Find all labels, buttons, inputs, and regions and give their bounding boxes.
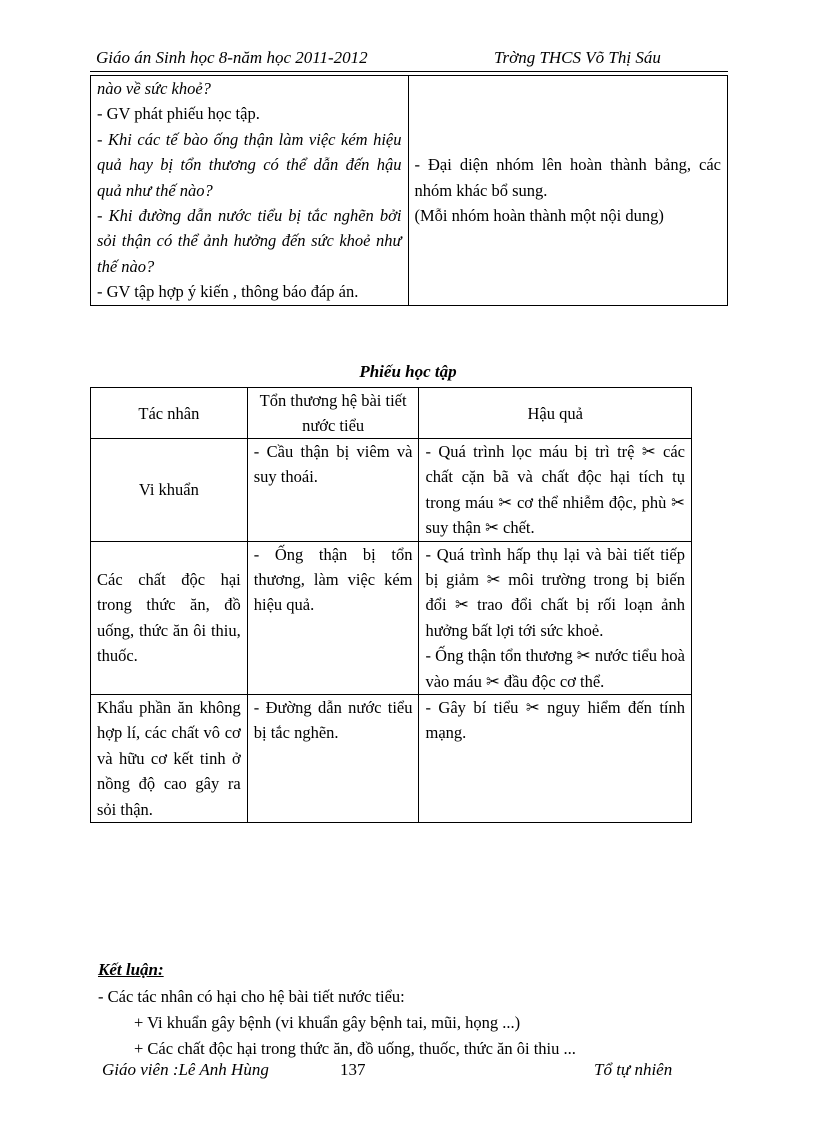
damage-cell: - Đường dẫn nước tiểu bị tắc nghẽn. bbox=[247, 695, 419, 823]
header-consequence: Hậu quả bbox=[419, 388, 692, 439]
consequence-line: - Gây bí tiểu ✂ nguy hiểm đến tính mạng. bbox=[425, 698, 685, 743]
agent-cell: Khẩu phần ăn không hợp lí, các chất vô cơ và hữu cơ kết tinh ở nồng độ cao gây ra sỏi thận. bbox=[91, 695, 248, 823]
worksheet-title: Phiếu học tập bbox=[359, 362, 457, 381]
header-divider bbox=[90, 71, 728, 72]
instruction-line: - GV phát phiếu học tập. bbox=[97, 104, 260, 124]
question-line: - Khi đường dẫn nước tiểu bị tắc nghẽn bởi sỏi thận có thể ảnh hưởng đến sức khoẻ như thế nào? bbox=[97, 206, 402, 276]
damage-cell: - Cầu thận bị viêm và suy thoái. bbox=[247, 439, 419, 542]
worksheet-table bbox=[90, 387, 692, 823]
conclusion-line: + Vi khuẩn gây bệnh (vi khuẩn gây bệnh tai, mũi, họng ...) bbox=[134, 1013, 521, 1032]
conclusion-line: + Các chất độc hại trong thức ăn, đồ uống, thuốc, thức ăn ôi thiu ... bbox=[134, 1039, 576, 1058]
instruction-line: - GV tập hợp ý kiến , thông báo đáp án. bbox=[97, 282, 359, 302]
consequence-cell bbox=[419, 695, 692, 823]
table-row bbox=[91, 541, 692, 694]
agent-cell: Các chất độc hại trong thức ăn, đồ uống, thức ăn ôi thiu, thuốc. bbox=[91, 541, 248, 694]
table-row bbox=[91, 695, 692, 823]
student-line: - Đại diện nhóm lên hoàn thành bảng, các nhóm khác bổ sung. bbox=[414, 155, 721, 200]
table-row bbox=[91, 76, 728, 306]
footer-teacher: Giáo viên :Lê Anh Hùng bbox=[102, 1060, 269, 1079]
header-agent: Tác nhân bbox=[91, 388, 248, 439]
consequence-cell bbox=[419, 439, 692, 542]
table-header-row bbox=[91, 388, 692, 439]
question-line: - Khi các tế bào ống thận làm việc kém hiệu quả hay bị tổn thương có thể dẫn đến hậu quả như thế nào? bbox=[97, 129, 402, 200]
consequence-line: - Ống thận tổn thương ✂ nước tiểu hoà vào máu ✂ đầu độc cơ thể. bbox=[425, 646, 685, 691]
header-right: Trờng THCS Võ Thị Sáu bbox=[494, 48, 661, 67]
table-row bbox=[91, 439, 692, 542]
student-line: (Mỗi nhóm hoàn thành một nội dung) bbox=[414, 206, 664, 226]
activity-table bbox=[90, 75, 728, 306]
header-damage: Tổn thương hệ bài tiết nước tiểu bbox=[247, 388, 419, 439]
damage-cell: - Ống thận bị tổn thương, làm việc kém hiệu quả. bbox=[247, 541, 419, 694]
conclusion-title: Kết luận: bbox=[98, 960, 164, 979]
header-left: Giáo án Sinh học 8-năm học 2011-2012 bbox=[96, 48, 368, 67]
conclusion-line: - Các tác nhân có hại cho hệ bài tiết nước tiểu: bbox=[98, 987, 405, 1006]
student-activity-cell bbox=[408, 76, 728, 306]
page-number: 137 bbox=[340, 1060, 366, 1079]
agent-cell: Vi khuẩn bbox=[91, 439, 248, 542]
teacher-activity-cell bbox=[91, 76, 409, 306]
footer-department: Tổ tự nhiên bbox=[594, 1060, 673, 1079]
question-line: nào về sức khoẻ? bbox=[97, 79, 211, 98]
consequence-cell bbox=[419, 541, 692, 694]
consequence-line: - Quá trình lọc máu bị trì trệ ✂ các chất cặn bã và chất độc hại tích tụ trong máu ✂ cơ thể nhiễm độc, phù ✂ suy thận ✂ chết. bbox=[425, 442, 685, 538]
consequence-line: - Quá trình hấp thụ lại và bài tiết tiếp bị giảm ✂ môi trường trong bị biến đổi ✂ trao đổi chất bị rối loạn ảnh hưởng bất lợi tới sức khoẻ. bbox=[425, 544, 685, 640]
